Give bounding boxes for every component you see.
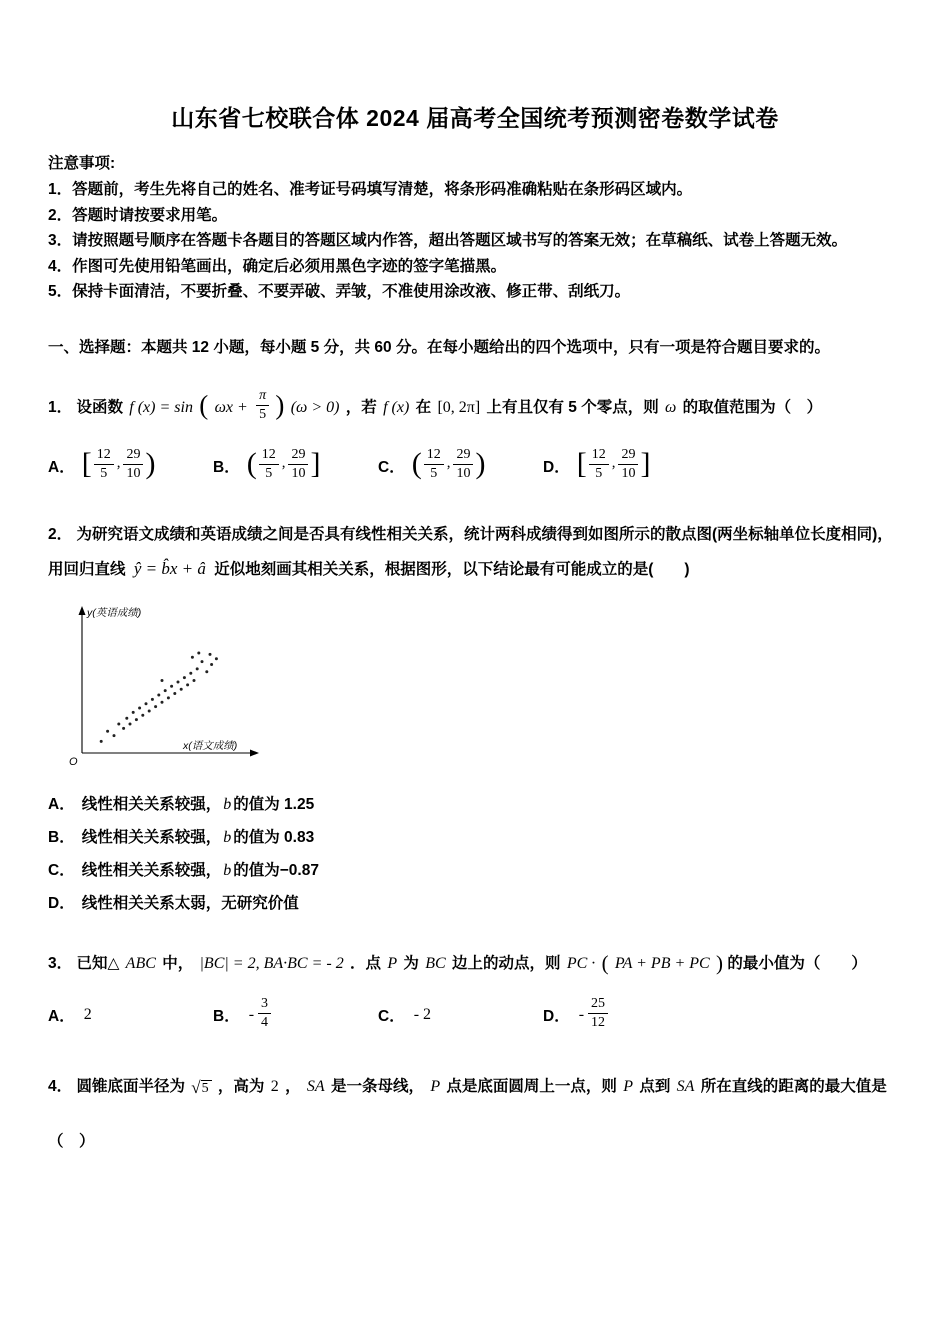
fraction-denominator: 5 <box>430 465 438 481</box>
fraction-denominator: 5 <box>265 465 273 481</box>
scatter-chart <box>62 601 902 778</box>
fraction-numerator: 12 <box>589 447 609 465</box>
q1-formula-sin: f (x) = sin <box>129 398 193 416</box>
scatter-point <box>117 722 120 725</box>
scatter-point <box>177 680 180 683</box>
left-paren: ( <box>601 950 609 975</box>
scatter-point <box>191 655 194 658</box>
q4-text-6: 点到 <box>639 1077 671 1095</box>
q4-sa: SA <box>306 1077 325 1095</box>
comma: , <box>281 454 286 471</box>
fraction-numerator: 12 <box>424 447 444 465</box>
option-label: D． <box>543 459 570 477</box>
q1-options <box>48 446 902 484</box>
scatter-point <box>135 718 138 721</box>
scatter-svg <box>62 601 302 773</box>
fraction-denominator: 12 <box>591 1014 606 1030</box>
q1-option-d: D． [ $\frac{12}{5}$ , $\frac{29}{10}$ ] <box>543 449 708 484</box>
option-text: 的值为 1.25 <box>233 795 315 813</box>
fraction-12-5 <box>94 447 114 482</box>
question-4 <box>48 1071 902 1103</box>
right-paren: ) <box>716 950 724 975</box>
question-3 <box>48 944 902 984</box>
q4-text-3: ， <box>285 1077 301 1095</box>
scatter-point <box>209 653 212 656</box>
option-label: D． <box>48 894 75 912</box>
scatter-point <box>141 713 144 716</box>
q2-option-c <box>48 854 902 887</box>
q1-option-b: B． ( $\frac{12}{5}$ , $\frac{29}{10}$ ] <box>213 449 378 484</box>
fraction-3-4 <box>258 996 271 1031</box>
fraction-denominator: 10 <box>126 465 141 481</box>
q3-text-3: ．点 <box>350 954 382 972</box>
q3-option-b <box>213 995 378 1033</box>
option-label: C． <box>378 459 405 477</box>
option-text: 的值为−0.87 <box>233 861 319 879</box>
scatter-point <box>148 709 151 712</box>
minus-sign: - <box>248 1006 255 1024</box>
q1-text-5: 的取值范围为（ ） <box>682 398 823 416</box>
scatter-point <box>164 689 167 692</box>
q2-text-1: 为研究语文成绩和英语成绩之间是否具有线性相关关系，统计两科成绩得到如图所示的散点图(两坐标轴单位长度相同)，用回归直线 <box>48 525 893 578</box>
fraction-29-10 <box>288 447 308 482</box>
fraction-numerator: 29 <box>453 447 473 465</box>
scatter-point <box>100 740 103 743</box>
fraction-denominator: 10 <box>621 465 636 481</box>
scatter-point <box>189 671 192 674</box>
scatter-point <box>145 702 148 705</box>
scatter-point <box>161 700 164 703</box>
q4-sa: SA <box>676 1077 695 1095</box>
fraction-12-5 <box>424 447 444 482</box>
option-text: 线性相关关系较强， <box>81 828 222 846</box>
q3-point-p: P <box>387 954 398 972</box>
option-value: - 2 <box>413 1006 432 1024</box>
question-2 <box>48 518 902 587</box>
note-item: 2．答题时请按要求用笔。 <box>48 206 228 224</box>
q1-interval: [0, 2π] <box>437 398 481 416</box>
q1-number: 1． <box>48 398 73 416</box>
x-axis-arrow <box>250 749 259 756</box>
q4-point-p: P <box>430 1077 441 1095</box>
var-b: b <box>223 861 232 879</box>
q2-option-a <box>48 788 902 821</box>
note-item: 3．请按照题号顺序在答题卡各题目的答题区域内作答，超出答题区域书写的答案无效；在草稿纸、试卷上答题无效。 <box>48 232 848 249</box>
q3-number: 3． <box>48 954 73 972</box>
option-label: A． <box>48 795 75 813</box>
q3-text-6: 的最小值为（ ） <box>727 954 867 972</box>
question-1 <box>48 385 902 431</box>
q1-omega-condition: (ω > 0) <box>290 398 340 416</box>
fraction-numerator: 29 <box>288 447 308 465</box>
q2-text-2: 近似地刻画其相关关系，根据图形，以下结论最有可能成立的是( ) <box>214 560 690 578</box>
scatter-point <box>186 683 189 686</box>
fraction-29-10 <box>618 447 638 482</box>
fraction-denominator: 10 <box>291 465 306 481</box>
fraction-29-10 <box>453 447 473 482</box>
q2-number: 2． <box>48 525 73 543</box>
scatter-point <box>161 679 164 682</box>
scatter-point <box>122 727 125 730</box>
y-axis-label: y(英语成绩) <box>87 606 142 619</box>
page-title: 山东省七校联合体 2024 届高考全国统考预测密卷数学试卷 <box>171 105 779 131</box>
q3-vector-condition: |BC| = 2, BA·BC = - 2 <box>199 954 344 972</box>
q3-option-d <box>543 995 708 1033</box>
q3-option-c <box>378 1004 543 1026</box>
scatter-point <box>205 670 208 673</box>
q1-text-1: 设函数 <box>76 398 123 416</box>
q4-text-5: 点是底面圆周上一点，则 <box>446 1077 617 1095</box>
scatter-point <box>210 663 213 666</box>
notes-section <box>48 151 902 305</box>
minus-sign: - <box>578 1006 585 1024</box>
scatter-point <box>197 651 200 654</box>
fraction-12-5 <box>589 447 609 482</box>
fraction-25-12 <box>588 996 608 1031</box>
q3-text-1: 已知△ <box>76 954 120 972</box>
option-label: A． <box>48 459 75 477</box>
q4-answer-blank: （ ） <box>48 1132 95 1150</box>
scatter-point <box>132 711 135 714</box>
fraction-29-10 <box>123 447 143 482</box>
note-item: 4．作图可先使用铅笔画出，确定后必须用黑色字迹的签字笔描黑。 <box>48 257 507 275</box>
scatter-point <box>180 687 183 690</box>
q1-omega: ω <box>665 398 677 416</box>
scatter-point <box>106 729 109 732</box>
option-text: 线性相关关系较强， <box>81 795 222 813</box>
option-label: A． <box>48 1008 75 1026</box>
option-label: C． <box>378 1008 405 1026</box>
fraction-numerator: 29 <box>618 447 638 465</box>
fraction-denominator: 4 <box>261 1014 269 1030</box>
scatter-point <box>151 698 154 701</box>
scatter-point <box>113 734 116 737</box>
q1-fx: f (x) <box>383 398 410 416</box>
var-b: b <box>223 795 232 813</box>
fraction-12-5 <box>259 447 279 482</box>
fraction-numerator: 29 <box>123 447 143 465</box>
q4-number: 4． <box>48 1077 73 1095</box>
option-label: B． <box>213 1008 240 1026</box>
q2-options <box>48 788 902 920</box>
scatter-points <box>100 651 218 742</box>
scatter-point <box>215 657 218 660</box>
option-text: 的值为 0.83 <box>233 828 315 846</box>
q4-text-7: 所在直线的距离的最大值是 <box>700 1077 887 1095</box>
section-1-header: 一、选择题：本题共 12 小题，每小题 5 分，共 60 分。在每小题给出的四个选项中，只有一项是符合题目要求的。 <box>48 338 830 356</box>
q3-options <box>48 995 902 1033</box>
notes-header: 注意事项: <box>48 155 116 172</box>
scatter-point <box>129 722 132 725</box>
q1-option-c: C． ( $\frac{12}{5}$ , $\frac{29}{10}$ ) <box>378 449 543 484</box>
radical-sign: √ <box>191 1077 201 1097</box>
q1-option-a: A． [ $\frac{12}{5}$ , $\frac{29}{10}$ ) <box>48 449 213 484</box>
q3-text-4: 为 <box>403 954 419 972</box>
fraction-denominator: 5 <box>259 406 267 422</box>
option-label: D． <box>543 1008 570 1026</box>
axes <box>79 606 260 757</box>
scatter-point <box>138 706 141 709</box>
q3-text-5: 边上的动点，则 <box>452 954 561 972</box>
scatter-point <box>154 705 157 708</box>
scatter-point <box>183 676 186 679</box>
option-text: 线性相关关系太弱，无研究价值 <box>81 894 299 912</box>
fraction-denominator: 10 <box>456 465 471 481</box>
q4-point-p: P <box>623 1077 634 1095</box>
q4-height: 2 <box>270 1077 279 1095</box>
comma: , <box>116 454 121 471</box>
q2-regression-formula: ŷ = b̂x + â <box>133 558 206 578</box>
scatter-point <box>196 667 199 670</box>
origin-label: O <box>69 755 78 768</box>
scatter-point <box>173 692 176 695</box>
left-paren: ( <box>199 390 209 421</box>
q4-text-4: 是一条母线， <box>330 1077 424 1095</box>
fraction-numerator: π <box>256 388 269 406</box>
option-value: 2 <box>83 1006 92 1024</box>
option-label: B． <box>48 828 75 846</box>
q1-text-2: ，若 <box>345 398 377 416</box>
q3-triangle-abc: ABC <box>125 954 156 972</box>
scatter-point <box>201 660 204 663</box>
sqrt-5 <box>191 1079 211 1096</box>
q1-text-3: 在 <box>415 398 432 416</box>
scatter-point <box>157 693 160 696</box>
y-axis-arrow <box>79 606 86 615</box>
q3-option-a <box>48 1004 213 1026</box>
fraction-denominator: 5 <box>100 465 108 481</box>
fraction-numerator: 3 <box>258 996 271 1014</box>
q1-formula-omega-x: ωx + <box>214 398 248 416</box>
radicand: 5 <box>201 1080 212 1096</box>
fraction-pi-5 <box>256 388 269 423</box>
q2-option-d <box>48 887 902 920</box>
comma: , <box>446 454 451 471</box>
option-label: C． <box>48 861 75 879</box>
option-label: B． <box>213 459 240 477</box>
fraction-numerator: 12 <box>259 447 279 465</box>
fraction-numerator: 12 <box>94 447 114 465</box>
fraction-numerator: 25 <box>588 996 608 1014</box>
q3-text-2: 中， <box>162 954 194 972</box>
scatter-point <box>170 684 173 687</box>
note-item: 5．保持卡面清洁，不要折叠、不要弄破、弄皱，不准使用涂改液、修正带、刮纸刀。 <box>48 283 631 300</box>
q3-vector-sum: PA + PB + PC <box>614 954 710 972</box>
option-text: 线性相关关系较强， <box>81 861 222 879</box>
q3-pc-dot: PC · <box>566 954 596 972</box>
q4-text-2: ，高为 <box>217 1077 265 1095</box>
var-b: b <box>223 828 232 846</box>
x-axis-label: x(语文成绩) <box>183 739 238 752</box>
note-item: 1．答题前，考生先将自己的姓名、准考证号码填写清楚，将条形码准确粘贴在条形码区域内。 <box>48 181 693 198</box>
fraction-denominator: 5 <box>595 465 603 481</box>
right-paren: ) <box>275 390 285 421</box>
scatter-point <box>193 679 196 682</box>
q3-bc: BC <box>425 954 446 972</box>
q1-text-4: 上有且仅有 5 个零点，则 <box>486 398 659 416</box>
scatter-point <box>167 696 170 699</box>
comma: , <box>611 454 616 471</box>
q2-option-b <box>48 821 902 854</box>
scatter-point <box>125 716 128 719</box>
q4-text-1: 圆锥底面半径为 <box>76 1077 185 1095</box>
